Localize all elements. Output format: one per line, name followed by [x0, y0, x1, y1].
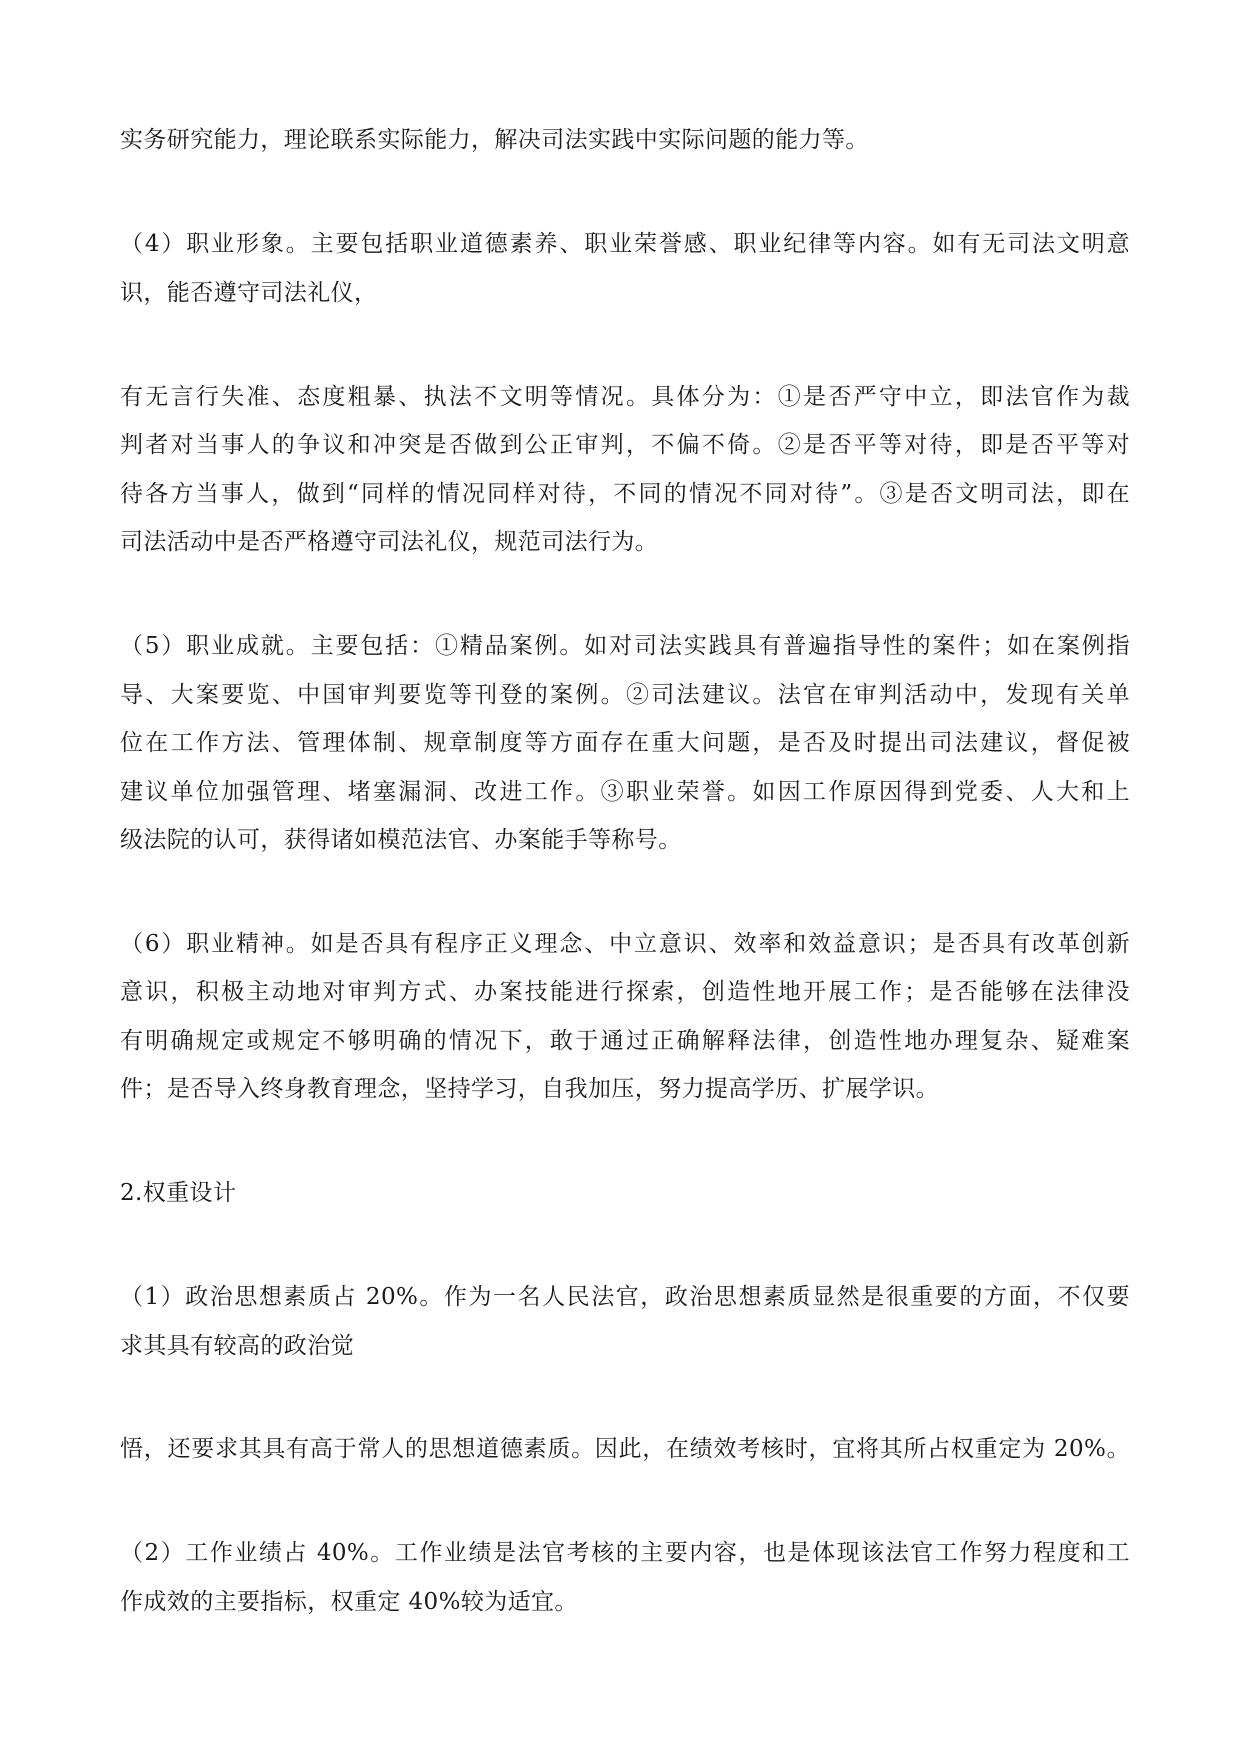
text-line: 导、大案要览、中国审判要览等刊登的案例。②司法建议。法官在审判活动中，发现有关单 — [120, 682, 1130, 708]
text-line: 位在工作方法、管理体制、规章制度等方面存在重大问题，是否及时提出司法建议，督促被 — [120, 730, 1130, 756]
text-line: 建议单位加强管理、堵塞漏洞、改进工作。③职业荣誉。如因工作原因得到党委、人大和上 — [120, 779, 1130, 805]
text-line: （6）职业精神。如是否具有程序正义理念、中立意识、效率和效益意识；是否具有改革创新 — [120, 931, 1130, 957]
text-line: 识，能否遵守司法礼仪， — [120, 280, 378, 306]
text-line: 级法院的认可，获得诸如模范法官、办案能手等称号。 — [120, 827, 682, 853]
text-line: 待各方当事人，做到“同样的情况同样对待，不同的情况不同对待”。③是否文明司法，即在 — [120, 481, 1130, 507]
text-line: 司法活动中是否严格遵守司法礼仪，规范司法行为。 — [120, 529, 659, 555]
text-line: 求其具有较高的政治觉 — [120, 1333, 354, 1359]
text-line: 作成效的主要指标，权重定 40%较为适宜。 — [120, 1589, 578, 1615]
document-page — [120, 0, 1130, 1753]
text-line: 实务研究能力，理论联系实际能力，解决司法实践中实际问题的能力等。 — [120, 127, 869, 153]
section-heading: 2.权重设计 — [120, 1180, 237, 1206]
text-line: 悟，还要求其具有高于常人的思想道德素质。因此，在绩效考核时，宜将其所占权重定为 20%。 — [120, 1436, 1130, 1462]
text-line: 件；是否导入终身教育理念，坚持学习，自我加压，努力提高学历、扩展学识。 — [120, 1076, 939, 1102]
text-line: 有明确规定或规定不够明确的情况下，敢于通过正确解释法律，创造性地办理复杂、疑难案 — [120, 1028, 1130, 1054]
text-line: 意识，积极主动地对审判方式、办案技能进行探索，创造性地开展工作；是否能够在法律没 — [120, 979, 1130, 1005]
text-line: （1）政治思想素质占 20%。作为一名人民法官，政治思想素质显然是很重要的方面，不仅要 — [120, 1284, 1130, 1310]
text-line: 有无言行失准、态度粗暴、执法不文明等情况。具体分为：①是否严守中立，即法官作为裁 — [120, 384, 1130, 410]
text-line: （2）工作业绩占 40%。工作业绩是法官考核的主要内容，也是体现该法官工作努力程度和工 — [120, 1540, 1130, 1566]
text-line: 判者对当事人的争议和冲突是否做到公正审判，不偏不倚。②是否平等对待，即是否平等对 — [120, 432, 1130, 458]
text-line: （5）职业成就。主要包括：①精品案例。如对司法实践具有普遍指导性的案件；如在案例指 — [120, 633, 1130, 659]
text-line: （4）职业形象。主要包括职业道德素养、职业荣誉感、职业纪律等内容。如有无司法文明意 — [120, 231, 1130, 257]
